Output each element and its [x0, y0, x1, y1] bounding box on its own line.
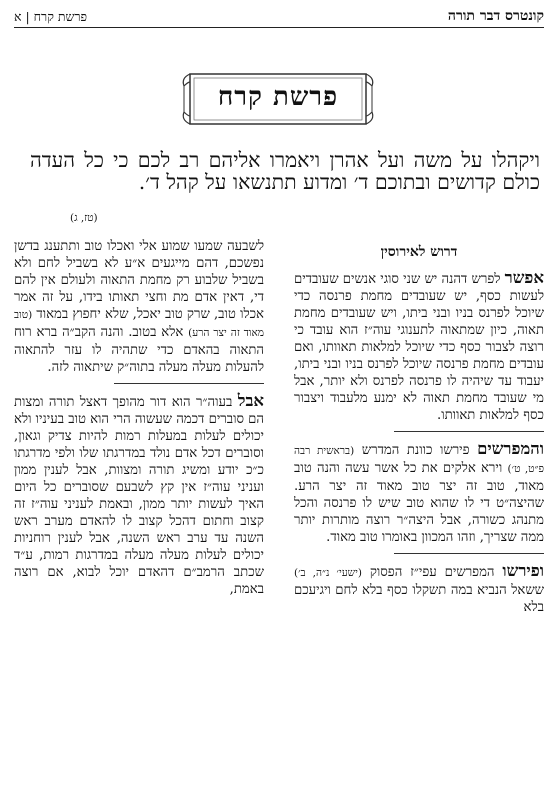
- source-citation: (ישעי׳ נ״ה, ב׳): [294, 567, 362, 579]
- paragraph-text: ששאל הנביא במה תשקלו כסף בלא לחם ויגיעכם בלא: [294, 583, 544, 615]
- paragraph: [294, 440, 544, 546]
- column-title: דרוש לאירוסין: [380, 244, 458, 260]
- paragraph: [294, 269, 544, 424]
- paragraph-text: המפרשים עפי״ז הפסוק: [369, 565, 495, 580]
- right-column: [294, 238, 544, 811]
- divider: [394, 553, 544, 554]
- divider: [114, 383, 264, 384]
- running-header: [14, 5, 544, 28]
- lead-word: והמפרשים: [477, 439, 544, 458]
- source-citation: (בראשית רבה פ״ט, ט׳): [294, 445, 544, 475]
- parsha-title: פרשת קרח: [217, 82, 339, 112]
- lead-word: ופירשו: [502, 561, 544, 580]
- section-label: פרשת קרח | א: [14, 9, 88, 24]
- source-citation: (טוב מאוד זה יצר הרע): [14, 309, 264, 339]
- parsha-banner: [180, 68, 376, 130]
- lead-word: אבל: [237, 391, 264, 410]
- paragraph: [14, 392, 264, 598]
- paragraph-text: אלא בטוב. והנה הקב״ה ברא רוח התאוה בהאדם כדי שתהיה לו עזר להתאוה להעלות מעלה מעלה בתוה״ק שיתאוה לזה.: [14, 325, 264, 375]
- paragraph: [14, 238, 264, 376]
- verse-text: ויקהלו על משה ועל אהרן ויאמרו אליהם רב לכם כי כל העדה כולם קדושים ובתוכם ד׳ ומדוע תתנשאו על קהל ד׳.: [30, 148, 540, 194]
- book-title: קונטרס דבר תורה: [447, 8, 544, 24]
- left-column: [14, 238, 264, 811]
- lead-word: אפשר: [504, 268, 544, 287]
- paragraph: [294, 562, 544, 616]
- verse-source: (טז, ג): [70, 212, 98, 224]
- paragraph-text: לשבעה שמעו שמוע אלי ואכלו טוב ותתענג בדשן נפשכם, דהם מייגעים א״ע לא בשביל לחם ולא בשביל שלבוע רק מחמת התאוה ולעולם אין להם די, דאין אדם מת וחצי תאותו בידו, על זה אמר אכלו טוב, שרק טוב יאכל, שלא יחפוץ במאוד: [14, 239, 264, 322]
- paragraph-text: לפרש דהנה יש שני סוגי אנשים שעובדים לעשות כסף, יש שעובדים מחמת פרנסה כדי שיוכל לפרנס בניו ובני ביתו, ויש שעובדים מחמת תאוה, כיון שמתאוה לתענוגי עוה״ז הוא עובד כי רוצה לצבור כסף כדי שיוכל למלאות תאוותו, ואם עובדים מחמת פרנסה שיוכל לפרנס בניו ובני ביתו, יעבוד עד שיהיה לו פרנסה לפרנס ולא יותר, אבל מי שעובד מחמת תאוה לא ימנע מלעבוד ויצבור כסף למלאות תאוותו.: [294, 272, 544, 423]
- paragraph-text: בעוה״ר הוא דור מהופך דאצל תורה ומצות הם סוברים דכמה שעשוה הרי הוא טוב בעיניו ולא יכולים לעלות במעלות רמות להיות צדיק וגאון, וסוברים דכל אדם נולד במדרגתו שלו ולפי מדרגתו כ״כ יודע ומשיג תורה ומצוות, אבל לענין ממון ועניני עוה״ז אין קץ לשבעם שסוברים כל היום האיך לעשות יותר ממון, ובאמת לעניני עוה״ז זה קצוב וחתום דהכל קצוב לו להאדם מערב ראש השנה עד ערב ראש השנה, אבל לענין רוחניות יכולים לעלות מעלה מעלה במדרגות רמות, ע״ד שכתב הרמב״ם דהאדם יוכל לבוא, אם רוצה באמת,: [14, 395, 264, 597]
- divider: [394, 431, 544, 432]
- paragraph-text: פירשו כוונת המדרש: [361, 443, 470, 458]
- paragraph-text: וירא אלקים את כל אשר עשה והנה טוב מאוד, טוב זה יצר טוב מאוד זה יצר הרע. שהיצה״ט די לו שהוא טוב שיש לו פרנסה והכל מתנהג כשורה, אבל היצה״ר רוצה מותרות יותר ממה שצריך, וזהו המכוון באומרו טוב מאוד.: [294, 461, 544, 545]
